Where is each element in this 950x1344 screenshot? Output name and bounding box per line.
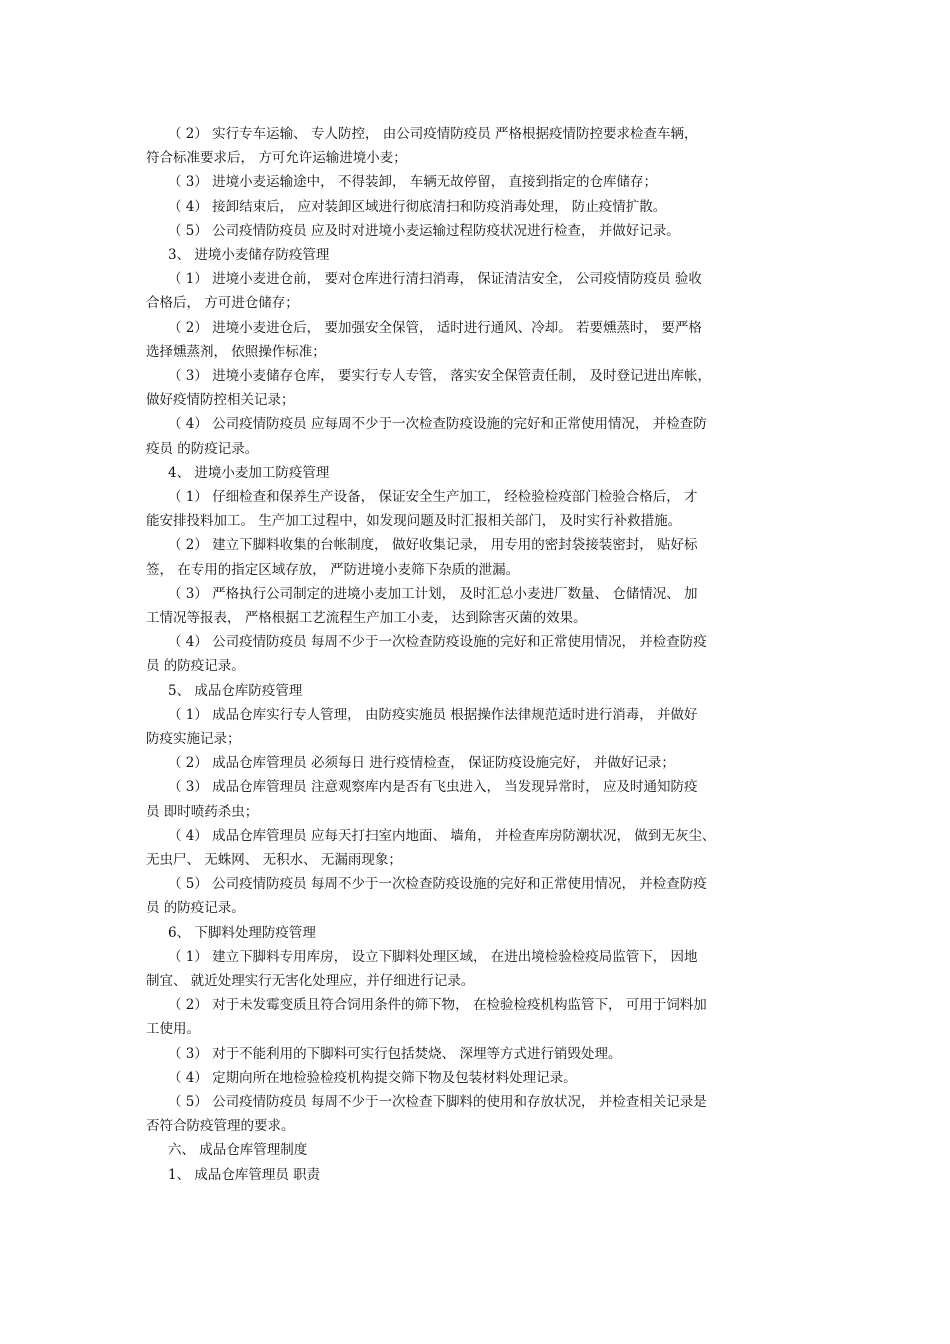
paragraph-continuation-line: 无虫尸、 无蛛网、 无积水、 无漏雨现象； [146, 852, 402, 868]
paragraph-continuation-line: 合格后， 方可进仓储存； [146, 295, 299, 312]
paragraph-continuation-line: 制宜、 就近处理实行无害化处理应，并仔细进行记录。 [146, 973, 475, 989]
paragraph-line: （ 2） 建立下脚料收集的台帐制度， 做好收集记录， 用专用的密封袋接装密封， 贴好标 [168, 537, 698, 554]
paragraph-continuation-line: 否符合防疫管理的要求。 [146, 1118, 295, 1135]
paragraph-line: （ 2） 进境小麦进仓后， 要加强安全保管， 适时进行通风、冷却。 若要燻蒸时， 要严格 [168, 319, 702, 336]
paragraph-line: （ 3） 严格执行公司制定的进境小麦加工计划， 及时汇总小麦进厂数量、 仓储情况、 加 [168, 585, 698, 602]
paragraph-line: （ 2） 成品仓库管理员 必须每日 进行疫情检查， 保证防疫设施完好， 并做好记录； [168, 755, 675, 772]
paragraph-continuation-line: 工使用。 [146, 1021, 200, 1038]
paragraph-line: （ 4） 定期向所在地检验检疫机构提交筛下物及包装材料处理记录。 [168, 1069, 577, 1086]
paragraph-continuation-line: 工情况等报表， 严格根据工艺流程生产加工小麦， 达到除害灭菌的效果。 [146, 610, 587, 626]
paragraph-continuation-line: 疫员 的防疫记录。 [146, 440, 259, 457]
paragraph-line: 六、 成品仓库管理制度 [168, 1142, 308, 1159]
paragraph-line: （ 5） 公司疫情防疫员 每周不少于一次检查下脚料的使用和存放状况， 并检查相关记录是 [168, 1094, 707, 1110]
paragraph-continuation-line: 能安排投料加工。 生产加工过程中，如发现问题及时汇报相关部门， 及时实行补救措施。 [146, 513, 682, 530]
paragraph-continuation-line: 选择燻蒸剂， 依照操作标准； [146, 343, 326, 360]
paragraph-line: （ 4） 成品仓库管理员 应每天打扫室内地面、 墙角， 并检查库房防潮状况， 做到无灰尘、 [168, 827, 716, 844]
paragraph-line: （ 1） 成品仓库实行专人管理， 由防疫实施员 根据操作法律规范适时进行消毒， 并做好 [168, 706, 698, 723]
paragraph-continuation-line: 防疫实施记录； [146, 731, 241, 747]
paragraph-continuation-line: 做好疫情防控相关记录； [146, 392, 295, 409]
paragraph-line: 3、 进境小麦储存防疫管理 [168, 247, 330, 263]
paragraph-line: 6、 下脚料处理防疫管理 [168, 924, 316, 941]
paragraph-line: （ 3） 进境小麦储存仓库， 要实行专人专管， 落实安全保管责任制， 及时登记进出库帐， [168, 368, 712, 384]
paragraph-line: （ 5） 公司疫情防疫员 每周不少于一次检查防疫设施的完好和正常使用情况， 并检查防疫 [168, 876, 707, 893]
paragraph-continuation-line: 签， 在专用的指定区域存放， 严防进境小麦筛下杂质的泄漏。 [146, 561, 520, 578]
paragraph-line: （ 1） 建立下脚料专用库房， 设立下脚料处理区域， 在进出境检验检疫局监管下， 因地 [168, 948, 698, 965]
paragraph-line: （ 3） 进境小麦运输途中， 不得装卸， 车辆无故停留， 直接到指定的仓库储存； [168, 174, 658, 191]
paragraph-line: （ 1） 进境小麦进仓前， 要对仓库进行清扫消毒， 保证清洁安全， 公司疫情防疫员 验收 [168, 271, 702, 288]
paragraph-line: 1、 成品仓库管理员 职责 [168, 1166, 321, 1183]
paragraph-line: （ 3） 成品仓库管理员 注意观察库内是否有飞虫进入， 当发现异常时， 应及时通知防疫 [168, 779, 698, 796]
paragraph-line: （ 4） 接卸结束后， 应对装卸区域进行彻底清扫和防疫消毒处理， 防止疫情扩散。 [168, 198, 667, 215]
paragraph-line: （ 2） 实行专车运输、 专人防控， 由公司疫情防疫员 严格根据疫情防控要求检查车辆， [168, 126, 698, 142]
paragraph-line: （ 4） 公司疫情防疫员 每周不少于一次检查防疫设施的完好和正常使用情况， 并检查防疫 [168, 634, 707, 651]
paragraph-continuation-line: 员 的防疫记录。 [146, 658, 245, 675]
paragraph-continuation-line: 符合标准要求后， 方可允许运输进境小麦； [146, 150, 407, 167]
paragraph-continuation-line: 员 的防疫记录。 [146, 900, 245, 917]
paragraph-line: （ 2） 对于未发霉变质且符合饲用条件的筛下物， 在检验检疫机构监管下， 可用于饲料加 [168, 997, 707, 1014]
paragraph-line: （ 5） 公司疫情防疫员 应及时对进境小麦运输过程防疫状况进行检查， 并做好记录。 [168, 222, 680, 239]
paragraph-line: （ 1） 仔细检查和保养生产设备， 保证安全生产加工， 经检验检疫部门检验合格后， 才 [168, 489, 698, 505]
paragraph-continuation-line: 员 即时喷药杀虫； [146, 803, 259, 820]
paragraph-line: 5、 成品仓库防疫管理 [168, 682, 303, 699]
paragraph-line: （ 4） 公司疫情防疫员 应每周不少于一次检查防疫设施的完好和正常使用情况， 并检查防 [168, 416, 707, 433]
paragraph-line: 4、 进境小麦加工防疫管理 [168, 464, 330, 481]
paragraph-line: （ 3） 对于不能利用的下脚料可实行包括焚烧、 深埋等方式进行销毁处理。 [168, 1045, 622, 1062]
